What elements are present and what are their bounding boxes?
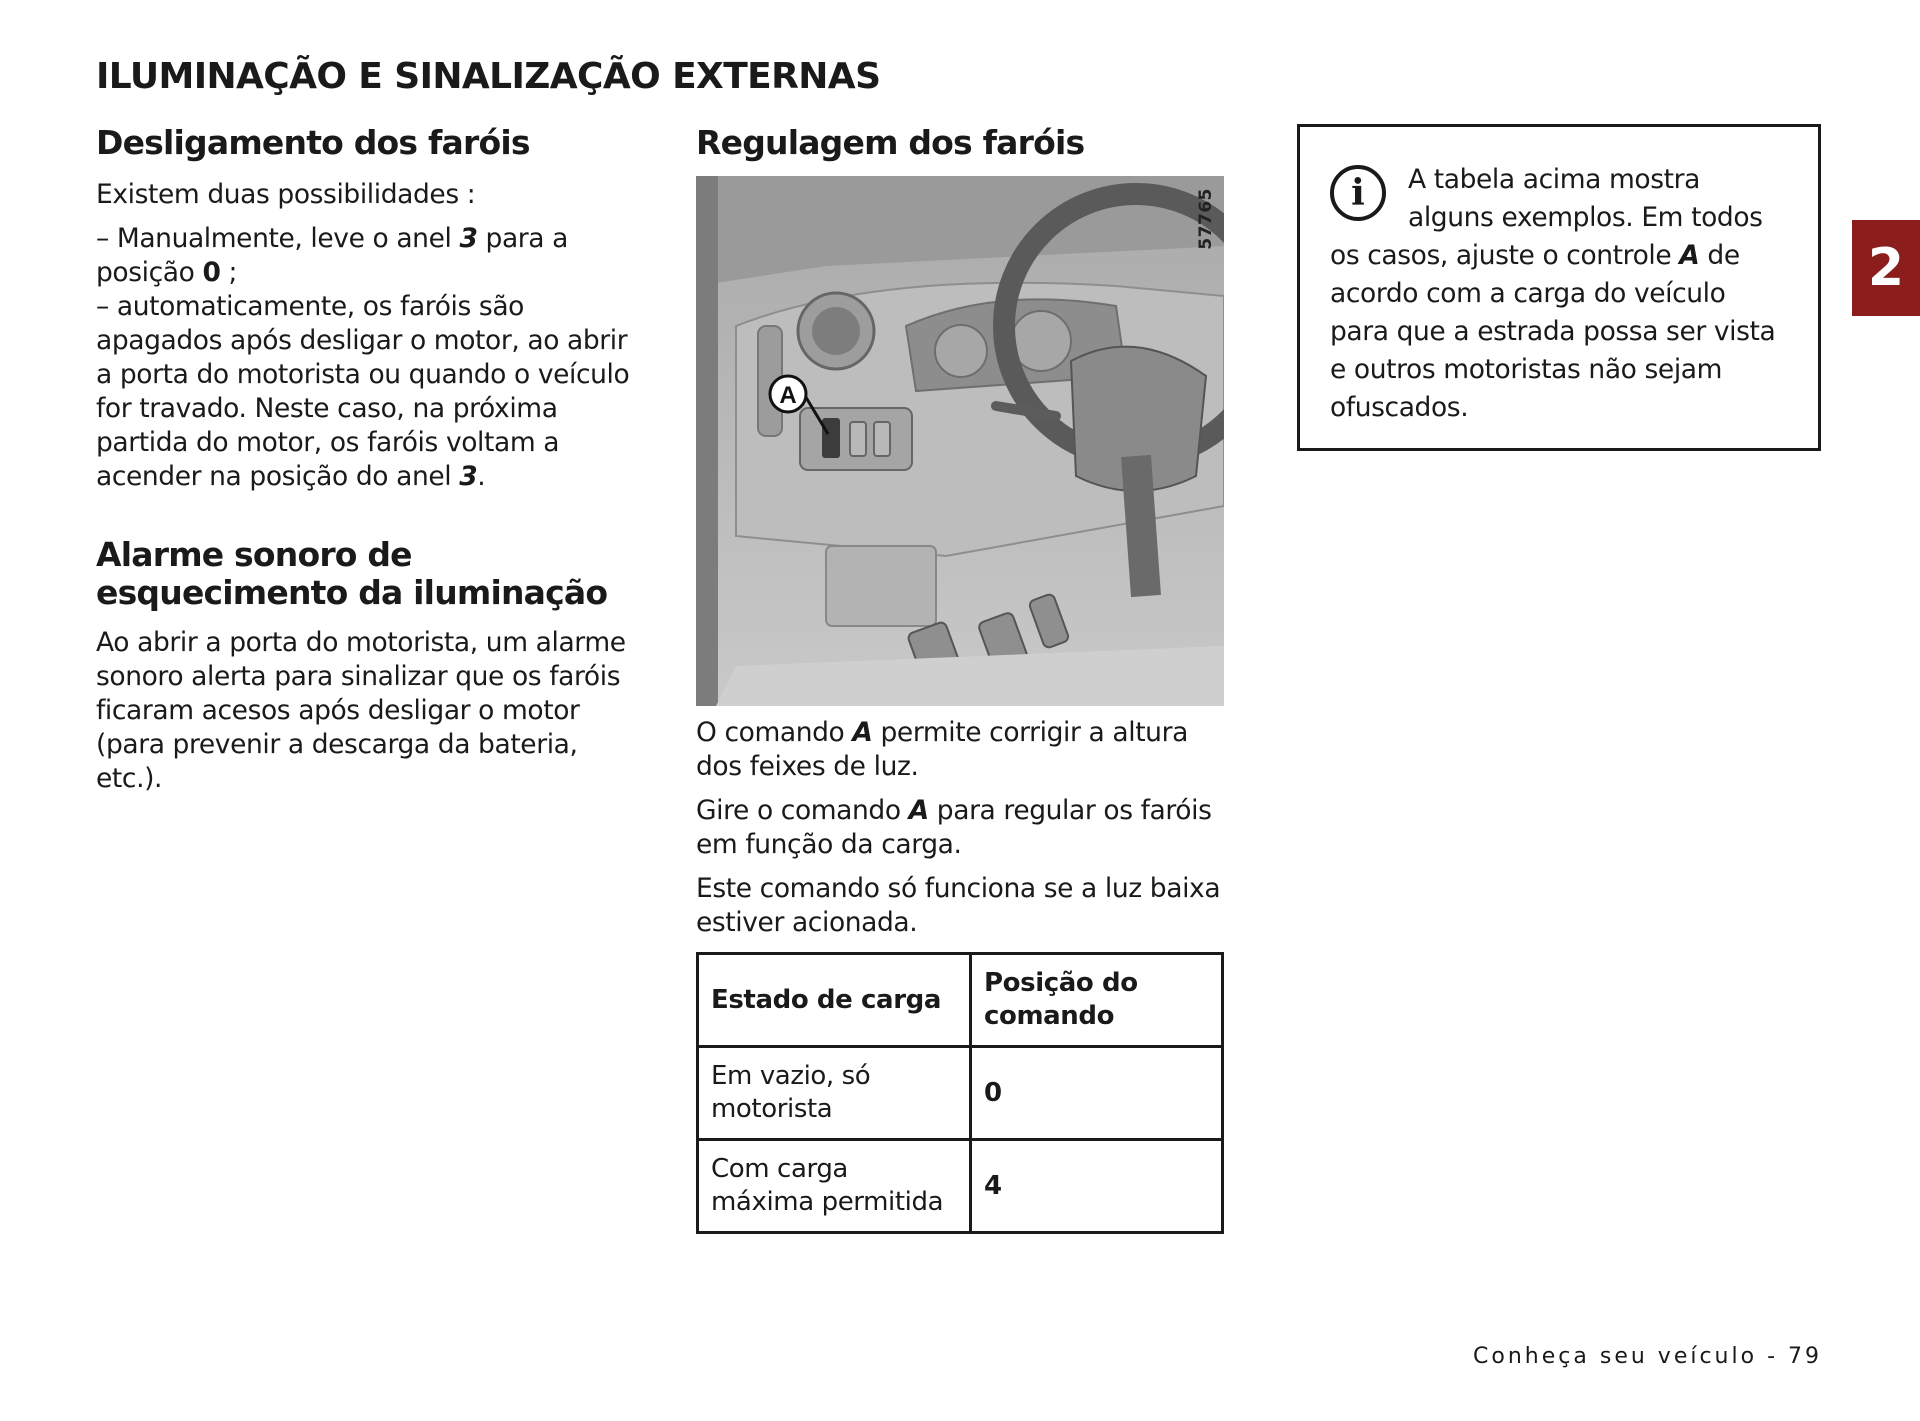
ring-number: 3 bbox=[459, 223, 478, 254]
table-row bbox=[698, 1047, 1223, 1140]
command-a-instruction: Gire o comando A para regular os faróis em função da carga. bbox=[696, 795, 1212, 860]
alarm-heading: Alarme sonoro de esquecimento da iluminação bbox=[96, 535, 608, 612]
page-footer: Conheça seu veículo - 79 bbox=[1473, 1344, 1822, 1369]
command-letter: A bbox=[852, 717, 873, 748]
dashboard-illustration bbox=[696, 176, 1224, 706]
info-note-box bbox=[1297, 124, 1821, 451]
table-cell: Em vazio, só motorista bbox=[698, 1047, 971, 1140]
command-a-description: O comando A permite corrigir a altura dos feixes de luz. bbox=[696, 717, 1188, 782]
table-cell: Com carga máxima permitida bbox=[698, 1140, 971, 1233]
chapter-tab: 2 bbox=[1852, 220, 1920, 316]
position-number: 0 bbox=[202, 257, 221, 288]
figure-number: 57765 bbox=[1196, 188, 1216, 250]
headlight-off-heading: Desligamento dos faróis bbox=[96, 123, 530, 162]
low-beam-note: Este comando só funciona se a luz baixa estiver acionada. bbox=[696, 873, 1221, 938]
table-header-row bbox=[698, 954, 1223, 1047]
label-a: A bbox=[779, 382, 797, 409]
left-column bbox=[96, 124, 636, 796]
page-title: ILUMINAÇÃO E SINALIZAÇÃO EXTERNAS bbox=[96, 56, 881, 97]
intro-text: Existem duas possibilidades : bbox=[96, 179, 476, 210]
command-letter: A bbox=[1679, 240, 1700, 271]
command-letter: A bbox=[908, 795, 929, 826]
column-header: Posição do comando bbox=[971, 954, 1223, 1047]
automatic-option-text: – automaticamente, os faróis são apagados após desligar o motor, ao abrir a porta do motorista ou quando o veículo for travado. Neste caso, na próxima partida do motor, os faróis voltam a acender na posição do anel 3. bbox=[96, 291, 630, 492]
headlight-adjustment-heading: Regulagem dos faróis bbox=[696, 123, 1085, 162]
table-cell: 4 bbox=[971, 1140, 1223, 1233]
dashboard-drawing bbox=[696, 176, 1224, 706]
info-note-text: A tabela acima mostra alguns exemplos. Em todos os casos, ajuste o controle A de acordo com a carga do veículo para que a estrada possa ser vista e outros motoristas não sejam ofuscados. bbox=[1330, 164, 1776, 423]
info-icon: i bbox=[1330, 165, 1386, 221]
load-position-table bbox=[696, 952, 1224, 1234]
table-cell: 0 bbox=[971, 1047, 1223, 1140]
column-header: Estado de carga bbox=[698, 954, 971, 1047]
alarm-text: Ao abrir a porta do motorista, um alarme sonoro alerta para sinalizar que os faróis ficaram acesos após desligar o motor (para prevenir a descarga da bateria, etc.). bbox=[96, 627, 626, 794]
middle-column bbox=[696, 124, 1226, 1234]
ring-number: 3 bbox=[459, 461, 478, 492]
manual-option-text: – Manualmente, leve o anel 3 para a posição 0 ; bbox=[96, 223, 568, 288]
table-row bbox=[698, 1140, 1223, 1233]
